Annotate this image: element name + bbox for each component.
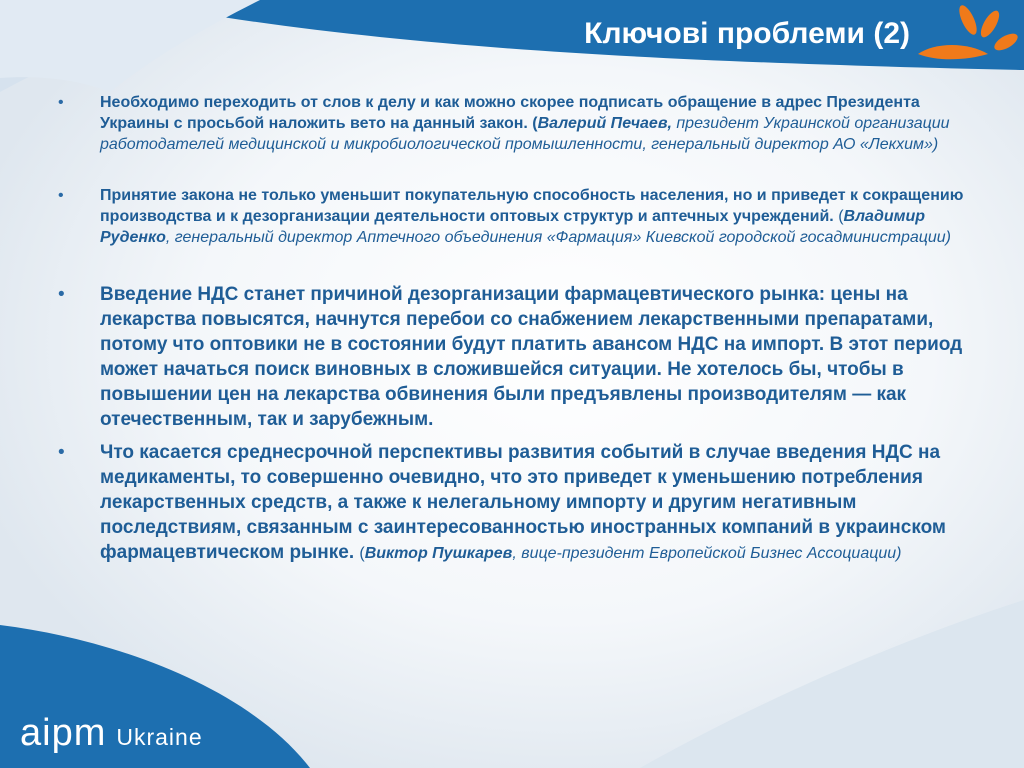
bullet: • xyxy=(58,284,65,305)
quote-role: президент Украинской организации работодателей медицинской и микробиологической промышленности, генеральный директор АО «Лекхим») xyxy=(100,115,950,153)
quote-author: Виктор Пушкарев xyxy=(364,545,513,562)
page-title: Ключові проблеми (2) xyxy=(584,17,910,50)
brand-country: Ukraine xyxy=(116,724,203,750)
bullet: • xyxy=(58,442,65,463)
item-text: Принятие закона не только уменьшит покупательную способность населения, но и приведет к сокращению производства и к дезорганизации деятельности оптовых структур и аптечных учреждений. xyxy=(100,187,964,225)
bullet: • xyxy=(58,94,64,111)
item-text: Что касается среднесрочной перспективы развития событий в случае введения НДС на медикаменты, то совершенно очевидно, что это приведет к уменьшению потребления лекарственных средств, а также к нелегальному импорту и другим негативным последствиям, связанным с заинтересованностью иностранных компаний в украинском фармацевтическом рынке. xyxy=(100,442,946,563)
quote-author: Валерий Печаев, xyxy=(537,115,672,132)
item-text: Необходимо переходить от слов к делу и как можно скорее подписать обращение в адрес Президента Украины с просьбой наложить вето на данный закон. xyxy=(100,94,920,132)
content-list xyxy=(58,92,988,566)
aipm-logo-icon xyxy=(910,2,1020,66)
list-item: • Необходимо переходить от слов к делу и как можно скорее подписать обращение в адрес Президента Украины с просьбой наложить вето на данный закон. (Валерий Печаев, президент Украинской организации работодателей медицинской и микробиологической промышленности, генеральный директор АО «Лекхим») xyxy=(58,94,950,153)
quote-role: , генеральный директор Аптечного объединения «Фармация» Киевской городской госадминистрации) xyxy=(165,229,952,246)
brand-name: aipm xyxy=(20,712,107,754)
list-item xyxy=(58,282,988,432)
quote-role: , вице-президент Европейской Бизнес Ассоциации) xyxy=(512,545,902,562)
list-item: • Что касается среднесрочной перспективы развития событий в случае введения НДС на медикаменты, то совершенно очевидно, что это приведет к уменьшению потребления лекарственных средств, а также к нелегальному импорту и другим негативным последствиям, связанным с заинтересованностью иностранных компаний в украинском фармацевтическом рынке. (Виктор Пушкарев, вице-президент Европейской Бизнес Ассоциации) xyxy=(58,442,946,563)
item-text: Введение НДС станет причиной дезорганизации фармацевтического рынка: цены на лекарства повысятся, начнутся перебои со снабжением лекарственными препаратами, потому что оптовики не в состоянии будут платить авансом НДС на импорт. В этот период может начаться поиск виновных в сложившейся ситуации. Не хотелось бы, чтобы в повышении цен на лекарства обвинения были предъявлены производителям — как отечественным, так и зарубежным. xyxy=(100,284,963,430)
quote-author: Владимир Руденко xyxy=(100,208,925,246)
bullet: • xyxy=(58,187,64,204)
list-item: • Принятие закона не только уменьшит покупательную способность населения, но и приведет к сокращению производства и к дезорганизации деятельности оптовых структур и аптечных учреждений. (Владимир Руденко, генеральный директор Аптечного объединения «Фармация» Киевской городской госадминистрации) xyxy=(58,187,964,246)
footer-brand xyxy=(20,712,203,755)
